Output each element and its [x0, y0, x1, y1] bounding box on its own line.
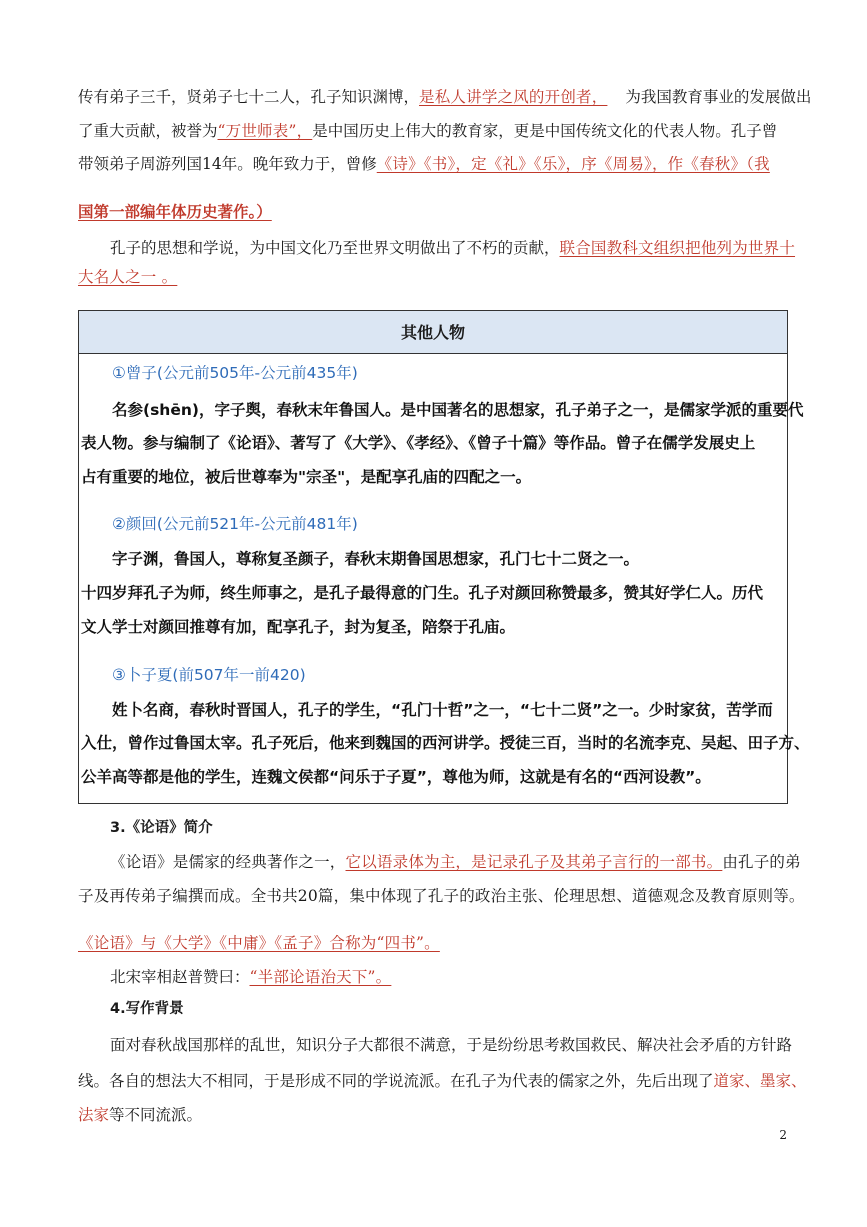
text: 了重大贡献，被誉为	[78, 122, 218, 140]
paragraph-line	[110, 851, 801, 873]
buzixia-line: 姓卜名商，春秋时晋国人，孔子的学生，“孔门十哲”之一，“七十二贤”之一。少时家贫，苦学而	[112, 701, 773, 719]
yanhui-line: 十四岁拜孔子为师，终生师事之，是孔子最得意的门生。孔子对颜回称赞最多，赞其好学仁人。历代	[81, 584, 764, 602]
zengzi-line: 占有重要的地位，被后世尊奉为"宗圣"，是配享孔庙的四配之一。	[81, 468, 532, 486]
highlight-text: 大名人之一 。	[78, 268, 178, 286]
paragraph-line	[110, 966, 405, 988]
box-header	[79, 311, 787, 354]
highlight-text: 《诗》《书》，定《礼》《乐》，序《周易》，作《春秋》（我	[376, 155, 770, 173]
paragraph-line	[78, 1070, 807, 1092]
zengzi-line: 名参(shēn)，字子舆，春秋末年鲁国人。是中国著名的思想家，孔子弟子之一，是儒家学派的重要代	[112, 401, 804, 419]
highlight-text: 是私人讲学之风的开创者，	[419, 88, 608, 106]
paragraph-line	[110, 237, 795, 259]
paragraph-line	[78, 1104, 202, 1126]
section-heading: 3.《论语》简介	[110, 820, 213, 836]
text: 带领弟子周游列国14年。晚年致力于，曾修	[78, 155, 377, 173]
section-heading: 4.写作背景	[110, 1001, 184, 1017]
text: 线。各自的想法大不相同，于是形成不同的学说流派。在孔子为代表的儒家之外，先后出现了	[78, 1072, 714, 1090]
highlight-text: 《论语》与《大学》《中庸》《孟子》合称为“四书”。	[78, 934, 440, 952]
highlight-text: 国第一部编年体历史著作。）	[78, 203, 272, 221]
paragraph-line: 子及再传弟子编撰而成。全书共20篇，集中体现了孔子的政治主张、伦理思想、道德观念及教育原则等。	[78, 887, 805, 905]
highlight-text: 它以语录体为主，是记录孔子及其弟子言行的一部书。	[345, 853, 723, 871]
zengzi-line: 表人物。参与编制了《论语》、著写了《大学》、《孝经》、《曾子十篇》等作品。曾子在儒学发展史上	[81, 434, 756, 452]
buzixia-heading: ③卜子夏(前507年一前420)	[112, 666, 306, 684]
buzixia-line: 入仕，曾作过鲁国太宰。孔子死后，他来到魏国的西河讲学。授徒三百，当时的名流李克、吴起、田子方、	[81, 734, 810, 752]
text: 为我国教育事业的发展做出	[625, 88, 812, 106]
yanhui-heading: ②颜回(公元前521年-公元前481年)	[112, 515, 358, 533]
yanhui-line: 字子渊，鲁国人，尊称复圣颜子，春秋末期鲁国思想家，孔门七十二贤之一。	[112, 550, 640, 568]
paragraph-line: 面对春秋战国那样的乱世，知识分子大都很不满意，于是纷纷思考救国救民、解决社会矛盾的方针路	[110, 1036, 793, 1054]
highlight-text: 法家	[78, 1106, 110, 1124]
paragraph-line	[78, 153, 770, 175]
paragraph-line	[78, 120, 777, 142]
page-number: 2	[779, 1128, 787, 1142]
zengzi-heading: ①曾子(公元前505年-公元前435年)	[112, 364, 358, 382]
other-figures-box	[78, 310, 810, 804]
text: 等不同流派。	[109, 1106, 203, 1124]
highlight-text: “半部论语治天下”。	[249, 968, 392, 986]
text: 《论语》是儒家的经典著作之一，	[110, 853, 346, 871]
text: 由孔子的弟	[722, 853, 801, 871]
box-title: 其他人物	[400, 323, 465, 342]
yanhui-line: 文人学士对颜回推尊有加，配享孔子，封为复圣，陪祭于孔庙。	[81, 618, 516, 636]
paragraph-line	[78, 86, 811, 108]
buzixia-line: 公羊高等都是他的学生，连魏文侯都“问乐于子夏”，尊他为师，这就是有名的“西河设教”。	[81, 768, 711, 786]
highlight-text: “万世师表”，	[217, 122, 313, 140]
text: 北宋宰相赵普赞曰：	[110, 968, 250, 986]
text: 传有弟子三千，贤弟子七十二人，孔子知识渊博，	[78, 88, 420, 106]
highlight-text: 联合国教科文组织把他列为世界十	[559, 239, 796, 257]
text: 孔子的思想和学说，为中国文化乃至世界文明做出了不朽的贡献，	[110, 239, 560, 257]
text: 是中国历史上伟大的教育家，更是中国传统文化的代表人物。孔子曾	[312, 122, 778, 140]
highlight-text: 道家、墨家、	[713, 1072, 807, 1090]
